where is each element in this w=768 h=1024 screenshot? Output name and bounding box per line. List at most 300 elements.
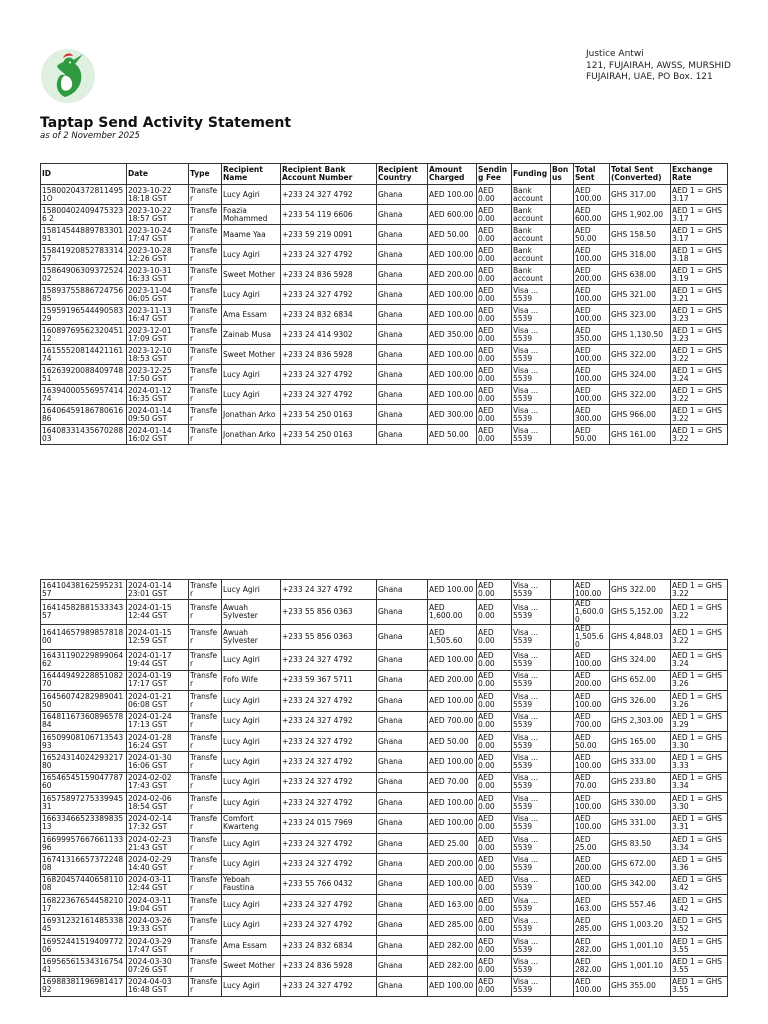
cell-id: 1640645918678061686	[41, 405, 127, 425]
cell-total-sent-converted: GHS 355.00	[610, 976, 671, 996]
cell-recipient-name: Lucy Agiri	[222, 285, 281, 305]
cell-amount-charged: AED 100.00	[428, 874, 477, 894]
cell-total-sent: AED 200.00	[574, 854, 610, 874]
cell-exchange-rate: AED 1 = GHS 3.17	[671, 225, 728, 245]
cell-funding: Visa ... 5539	[512, 935, 551, 955]
cell-recipient-name: Lucy Agiri	[222, 691, 281, 711]
cell-country: Ghana	[377, 600, 428, 625]
cell-amount-charged: AED 70.00	[428, 772, 477, 792]
cell-account-number: +233 24 327 4792	[281, 833, 377, 853]
cell-type: Transfer	[189, 895, 222, 915]
cell-total-sent: AED 100.00	[574, 385, 610, 405]
cell-bonus	[551, 731, 574, 751]
cell-amount-charged: AED 100.00	[428, 813, 477, 833]
cell-bonus	[551, 580, 574, 600]
cell-country: Ghana	[377, 895, 428, 915]
cell-funding: Visa ... 5539	[512, 285, 551, 305]
cell-bonus	[551, 772, 574, 792]
cell-sending-fee: AED 0.00	[477, 956, 512, 976]
cell-amount-charged: AED 1,505.60	[428, 625, 477, 650]
address-line: FUJAIRAH, UAE, PO Box. 121	[586, 72, 713, 82]
cell-account-number: +233 24 327 4792	[281, 285, 377, 305]
cell-account-number: +233 24 327 4792	[281, 691, 377, 711]
cell-total-sent-converted: GHS 1,902.00	[610, 205, 671, 225]
table-row	[41, 752, 728, 772]
cell-date: 2024-01-12 16:35 GST	[127, 385, 189, 405]
column-header-recipient-name: Recipient Name	[222, 164, 281, 185]
cell-funding: Visa ... 5539	[512, 405, 551, 425]
cell-total-sent-converted: GHS 2,303.00	[610, 711, 671, 731]
cell-funding: Bank account	[512, 245, 551, 265]
cell-date: 2023-10-22 18:18 GST	[127, 185, 189, 205]
cell-amount-charged: AED 25.00	[428, 833, 477, 853]
cell-total-sent-converted: GHS 323.00	[610, 305, 671, 325]
table-row	[41, 691, 728, 711]
cell-sending-fee: AED 0.00	[477, 915, 512, 935]
table-row	[41, 580, 728, 600]
cell-account-number: +233 24 327 4792	[281, 976, 377, 996]
cell-exchange-rate: AED 1 = GHS 3.26	[671, 691, 728, 711]
cell-sending-fee: AED 0.00	[477, 405, 512, 425]
cell-sending-fee: AED 0.00	[477, 874, 512, 894]
cell-total-sent: AED 100.00	[574, 305, 610, 325]
cell-total-sent-converted: GHS 322.00	[610, 385, 671, 405]
cell-funding: Visa ... 5539	[512, 345, 551, 365]
cell-amount-charged: AED 700.00	[428, 711, 477, 731]
cell-total-sent: AED 50.00	[574, 731, 610, 751]
table-row	[41, 285, 728, 305]
cell-total-sent-converted: GHS 672.00	[610, 854, 671, 874]
cell-funding: Visa ... 5539	[512, 365, 551, 385]
cell-bonus	[551, 600, 574, 625]
cell-total-sent: AED 1,600.00	[574, 600, 610, 625]
table-row	[41, 854, 728, 874]
cell-exchange-rate: AED 1 = GHS 3.42	[671, 874, 728, 894]
cell-amount-charged: AED 100.00	[428, 793, 477, 813]
cell-sending-fee: AED 0.00	[477, 731, 512, 751]
cell-exchange-rate: AED 1 = GHS 3.55	[671, 976, 728, 996]
cell-sending-fee: AED 0.00	[477, 976, 512, 996]
cell-total-sent: AED 100.00	[574, 650, 610, 670]
cell-id: 1581454488978330191	[41, 225, 127, 245]
cell-sending-fee: AED 0.00	[477, 895, 512, 915]
cell-amount-charged: AED 282.00	[428, 935, 477, 955]
cell-recipient-name: Sweet Mother	[222, 956, 281, 976]
cell-country: Ghana	[377, 956, 428, 976]
table-row	[41, 650, 728, 670]
cell-total-sent-converted: GHS 158.50	[610, 225, 671, 245]
cell-recipient-name: Lucy Agiri	[222, 650, 281, 670]
table-row	[41, 731, 728, 751]
table-row	[41, 976, 728, 996]
cell-country: Ghana	[377, 874, 428, 894]
cell-total-sent-converted: GHS 4,848.03	[610, 625, 671, 650]
table-row	[41, 325, 728, 345]
cell-account-number: +233 24 327 4792	[281, 854, 377, 874]
cell-exchange-rate: AED 1 = GHS 3.21	[671, 285, 728, 305]
cell-total-sent: AED 350.00	[574, 325, 610, 345]
cell-account-number: +233 24 327 4792	[281, 915, 377, 935]
table-row	[41, 935, 728, 955]
cell-account-number: +233 24 327 4792	[281, 772, 377, 792]
cell-id: 1640833143567028803	[41, 425, 127, 445]
cell-type: Transfer	[189, 711, 222, 731]
cell-type: Transfer	[189, 915, 222, 935]
cell-exchange-rate: AED 1 = GHS 3.29	[671, 711, 728, 731]
table-header-row	[41, 164, 728, 185]
cell-amount-charged: AED 100.00	[428, 345, 477, 365]
cell-date: 2023-12-25 17:50 GST	[127, 365, 189, 385]
cell-type: Transfer	[189, 325, 222, 345]
cell-date: 2024-01-17 19:44 GST	[127, 650, 189, 670]
cell-date: 2023-10-24 17:47 GST	[127, 225, 189, 245]
table-row	[41, 425, 728, 445]
cell-date: 2023-12-01 17:09 GST	[127, 325, 189, 345]
table-row	[41, 833, 728, 853]
cell-account-number: +233 24 327 4792	[281, 731, 377, 751]
column-header-amount-charged: Amount Charged	[428, 164, 477, 185]
cell-bonus	[551, 833, 574, 853]
cell-exchange-rate: AED 1 = GHS 3.24	[671, 365, 728, 385]
table-row	[41, 956, 728, 976]
cell-exchange-rate: AED 1 = GHS 3.22	[671, 580, 728, 600]
table-row	[41, 365, 728, 385]
cell-exchange-rate: AED 1 = GHS 3.17	[671, 185, 728, 205]
cell-sending-fee: AED 0.00	[477, 285, 512, 305]
activity-table-page-1	[40, 163, 728, 445]
cell-amount-charged: AED 285.00	[428, 915, 477, 935]
cell-total-sent-converted: GHS 1,003.20	[610, 915, 671, 935]
cell-bonus	[551, 935, 574, 955]
cell-date: 2024-02-02 17:43 GST	[127, 772, 189, 792]
cell-recipient-name: Zainab Musa	[222, 325, 281, 345]
cell-bonus	[551, 650, 574, 670]
cell-id: 1698838119698141792	[41, 976, 127, 996]
cell-exchange-rate: AED 1 = GHS 3.30	[671, 731, 728, 751]
cell-id: 1695656153431675441	[41, 956, 127, 976]
cell-total-sent: AED 700.00	[574, 711, 610, 731]
cell-recipient-name: Awuah Sylvester	[222, 625, 281, 650]
cell-country: Ghana	[377, 915, 428, 935]
table-row	[41, 345, 728, 365]
cell-id: 1584192085278331457	[41, 245, 127, 265]
cell-total-sent: AED 100.00	[574, 345, 610, 365]
cell-funding: Visa ... 5539	[512, 854, 551, 874]
cell-recipient-name: Lucy Agiri	[222, 731, 281, 751]
cell-funding: Visa ... 5539	[512, 915, 551, 935]
cell-bonus	[551, 405, 574, 425]
cell-sending-fee: AED 0.00	[477, 580, 512, 600]
cell-sending-fee: AED 0.00	[477, 772, 512, 792]
cell-type: Transfer	[189, 731, 222, 751]
cell-id: 158004024094753236 2	[41, 205, 127, 225]
cell-country: Ghana	[377, 425, 428, 445]
cell-total-sent: AED 163.00	[574, 895, 610, 915]
cell-date: 2024-01-14 23:01 GST	[127, 580, 189, 600]
cell-bonus	[551, 385, 574, 405]
cell-type: Transfer	[189, 772, 222, 792]
cell-funding: Bank account	[512, 185, 551, 205]
cell-id: 1650990810671354393	[41, 731, 127, 751]
cell-amount-charged: AED 100.00	[428, 976, 477, 996]
cell-id: 1648116736089657884	[41, 711, 127, 731]
cell-date: 2024-03-11 19:04 GST	[127, 895, 189, 915]
cell-funding: Visa ... 5539	[512, 670, 551, 690]
cell-recipient-name: Lucy Agiri	[222, 793, 281, 813]
table-row	[41, 225, 728, 245]
cell-total-sent-converted: GHS 1,001.10	[610, 935, 671, 955]
cell-recipient-name: Comfort Kwarteng	[222, 813, 281, 833]
cell-total-sent: AED 100.00	[574, 245, 610, 265]
cell-sending-fee: AED 0.00	[477, 793, 512, 813]
cell-date: 2024-03-30 07:26 GST	[127, 956, 189, 976]
cell-type: Transfer	[189, 691, 222, 711]
column-header-account-number: Recipient Bank Account Number	[281, 164, 377, 185]
table-body	[41, 185, 728, 445]
cell-id: 1663346652338983513	[41, 813, 127, 833]
cell-total-sent-converted: GHS 652.00	[610, 670, 671, 690]
cell-country: Ghana	[377, 833, 428, 853]
cell-account-number: +233 24 836 5928	[281, 265, 377, 285]
column-header-exchange-rate: Exchange Rate	[671, 164, 728, 185]
table-row	[41, 670, 728, 690]
account-holder-address	[586, 49, 731, 84]
cell-recipient-name: Sweet Mother	[222, 345, 281, 365]
cell-account-number: +233 24 832 6834	[281, 305, 377, 325]
cell-amount-charged: AED 50.00	[428, 425, 477, 445]
cell-bonus	[551, 625, 574, 650]
cell-account-number: +233 55 856 0363	[281, 625, 377, 650]
cell-date: 2024-02-29 14:40 GST	[127, 854, 189, 874]
cell-total-sent-converted: GHS 83.50	[610, 833, 671, 853]
cell-sending-fee: AED 0.00	[477, 670, 512, 690]
cell-country: Ghana	[377, 285, 428, 305]
cell-exchange-rate: AED 1 = GHS 3.34	[671, 772, 728, 792]
cell-date: 2023-10-28 12:26 GST	[127, 245, 189, 265]
cell-country: Ghana	[377, 325, 428, 345]
table-body	[41, 580, 728, 997]
cell-type: Transfer	[189, 385, 222, 405]
cell-sending-fee: AED 0.00	[477, 600, 512, 625]
cell-date: 2024-01-21 06:08 GST	[127, 691, 189, 711]
cell-country: Ghana	[377, 345, 428, 365]
cell-id: 1595919654449058329	[41, 305, 127, 325]
cell-exchange-rate: AED 1 = GHS 3.22	[671, 425, 728, 445]
cell-bonus	[551, 225, 574, 245]
cell-country: Ghana	[377, 813, 428, 833]
table-row	[41, 405, 728, 425]
cell-total-sent: AED 100.00	[574, 285, 610, 305]
cell-exchange-rate: AED 1 = GHS 3.31	[671, 813, 728, 833]
cell-id: 1669995766766113396	[41, 833, 127, 853]
cell-type: Transfer	[189, 956, 222, 976]
cell-id: 1695244151940977206	[41, 935, 127, 955]
cell-recipient-name: Foazia Mohammed	[222, 205, 281, 225]
cell-date: 2024-01-19 17:17 GST	[127, 670, 189, 690]
cell-total-sent-converted: GHS 317.00	[610, 185, 671, 205]
cell-bonus	[551, 895, 574, 915]
cell-country: Ghana	[377, 711, 428, 731]
cell-bonus	[551, 854, 574, 874]
cell-funding: Visa ... 5539	[512, 833, 551, 853]
cell-sending-fee: AED 0.00	[477, 385, 512, 405]
cell-type: Transfer	[189, 225, 222, 245]
cell-total-sent: AED 100.00	[574, 691, 610, 711]
cell-amount-charged: AED 100.00	[428, 185, 477, 205]
cell-country: Ghana	[377, 580, 428, 600]
cell-total-sent: AED 100.00	[574, 874, 610, 894]
cell-date: 2023-12-10 18:53 GST	[127, 345, 189, 365]
cell-funding: Visa ... 5539	[512, 711, 551, 731]
cell-funding: Bank account	[512, 225, 551, 245]
cell-funding: Visa ... 5539	[512, 625, 551, 650]
cell-total-sent: AED 100.00	[574, 813, 610, 833]
cell-country: Ghana	[377, 670, 428, 690]
cell-type: Transfer	[189, 285, 222, 305]
cell-total-sent-converted: GHS 5,152.00	[610, 600, 671, 625]
cell-date: 2023-11-04 06:05 GST	[127, 285, 189, 305]
cell-sending-fee: AED 0.00	[477, 225, 512, 245]
cell-type: Transfer	[189, 935, 222, 955]
column-header-funding: Funding	[512, 164, 551, 185]
cell-date: 2024-01-24 17:13 GST	[127, 711, 189, 731]
cell-sending-fee: AED 0.00	[477, 854, 512, 874]
cell-recipient-name: Lucy Agiri	[222, 833, 281, 853]
cell-sending-fee: AED 0.00	[477, 625, 512, 650]
cell-funding: Visa ... 5539	[512, 580, 551, 600]
cell-funding: Visa ... 5539	[512, 895, 551, 915]
table-row	[41, 265, 728, 285]
cell-exchange-rate: AED 1 = GHS 3.22	[671, 385, 728, 405]
cell-total-sent: AED 300.00	[574, 405, 610, 425]
cell-recipient-name: Lucy Agiri	[222, 711, 281, 731]
cell-date: 2024-04-03 16:48 GST	[127, 976, 189, 996]
cell-type: Transfer	[189, 345, 222, 365]
cell-bonus	[551, 345, 574, 365]
address-line: 121, FUJAIRAH, AWSS, MURSHID	[586, 60, 731, 71]
cell-total-sent-converted: GHS 966.00	[610, 405, 671, 425]
cell-total-sent-converted: GHS 322.00	[610, 345, 671, 365]
cell-amount-charged: AED 100.00	[428, 580, 477, 600]
cell-amount-charged: AED 300.00	[428, 405, 477, 425]
address-line: Justice Antwi	[586, 49, 644, 59]
cell-amount-charged: AED 100.00	[428, 285, 477, 305]
cell-recipient-name: Ama Essam	[222, 305, 281, 325]
cell-recipient-name: Fofo Wife	[222, 670, 281, 690]
cell-bonus	[551, 956, 574, 976]
cell-amount-charged: AED 100.00	[428, 365, 477, 385]
table-row	[41, 793, 728, 813]
cell-type: Transfer	[189, 854, 222, 874]
cell-total-sent: AED 100.00	[574, 185, 610, 205]
table-row	[41, 305, 728, 325]
cell-total-sent-converted: GHS 1,001.10	[610, 956, 671, 976]
cell-amount-charged: AED 100.00	[428, 650, 477, 670]
cell-date: 2024-01-28 16:24 GST	[127, 731, 189, 751]
cell-recipient-name: Lucy Agiri	[222, 365, 281, 385]
table-row	[41, 772, 728, 792]
cell-total-sent-converted: GHS 324.00	[610, 650, 671, 670]
bird-logo-icon	[38, 44, 98, 104]
cell-country: Ghana	[377, 205, 428, 225]
cell-total-sent-converted: GHS 165.00	[610, 731, 671, 751]
cell-type: Transfer	[189, 752, 222, 772]
cell-date: 2024-02-23 21:43 GST	[127, 833, 189, 853]
table-row	[41, 385, 728, 405]
cell-total-sent: AED 1,505.60	[574, 625, 610, 650]
cell-recipient-name: Lucy Agiri	[222, 185, 281, 205]
column-header-total-sent: Total Sent	[574, 164, 610, 185]
cell-total-sent: AED 100.00	[574, 976, 610, 996]
cell-total-sent: AED 100.00	[574, 752, 610, 772]
cell-bonus	[551, 305, 574, 325]
table-row	[41, 625, 728, 650]
cell-total-sent: AED 100.00	[574, 580, 610, 600]
cell-account-number: +233 24 414 9302	[281, 325, 377, 345]
cell-funding: Visa ... 5539	[512, 813, 551, 833]
cell-account-number: +233 59 367 5711	[281, 670, 377, 690]
cell-id: 1626392008840974851	[41, 365, 127, 385]
cell-amount-charged: AED 100.00	[428, 752, 477, 772]
table-row	[41, 185, 728, 205]
cell-type: Transfer	[189, 245, 222, 265]
cell-recipient-name: Lucy Agiri	[222, 895, 281, 915]
cell-account-number: +233 24 327 4792	[281, 245, 377, 265]
cell-exchange-rate: AED 1 = GHS 3.22	[671, 600, 728, 625]
cell-recipient-name: Lucy Agiri	[222, 915, 281, 935]
cell-type: Transfer	[189, 185, 222, 205]
cell-date: 2024-01-14 09:50 GST	[127, 405, 189, 425]
cell-total-sent: AED 200.00	[574, 670, 610, 690]
cell-id: 1674131665737224808	[41, 854, 127, 874]
cell-account-number: +233 24 327 4792	[281, 650, 377, 670]
cell-date: 2024-01-15 12:59 GST	[127, 625, 189, 650]
cell-exchange-rate: AED 1 = GHS 3.52	[671, 915, 728, 935]
cell-amount-charged: AED 100.00	[428, 305, 477, 325]
column-header-total-sent-converted: Total Sent (Converted)	[610, 164, 671, 185]
cell-id: 1615552081442116174	[41, 345, 127, 365]
cell-funding: Visa ... 5539	[512, 600, 551, 625]
cell-amount-charged: AED 100.00	[428, 691, 477, 711]
cell-sending-fee: AED 0.00	[477, 813, 512, 833]
cell-date: 2024-03-11 12:44 GST	[127, 874, 189, 894]
cell-date: 2023-11-13 16:47 GST	[127, 305, 189, 325]
cell-country: Ghana	[377, 650, 428, 670]
cell-account-number: +233 54 119 6606	[281, 205, 377, 225]
cell-total-sent: AED 282.00	[574, 956, 610, 976]
cell-funding: Visa ... 5539	[512, 385, 551, 405]
statement-title: Taptap Send Activity Statement	[40, 115, 292, 131]
cell-date: 2023-10-22 18:57 GST	[127, 205, 189, 225]
cell-total-sent-converted: GHS 161.00	[610, 425, 671, 445]
cell-country: Ghana	[377, 976, 428, 996]
cell-exchange-rate: AED 1 = GHS 3.55	[671, 935, 728, 955]
cell-country: Ghana	[377, 185, 428, 205]
cell-exchange-rate: AED 1 = GHS 3.19	[671, 265, 728, 285]
cell-account-number: +233 24 327 4792	[281, 711, 377, 731]
cell-funding: Visa ... 5539	[512, 874, 551, 894]
cell-country: Ghana	[377, 854, 428, 874]
cell-exchange-rate: AED 1 = GHS 3.22	[671, 405, 728, 425]
cell-country: Ghana	[377, 625, 428, 650]
cell-total-sent-converted: GHS 342.00	[610, 874, 671, 894]
column-header-date: Date	[127, 164, 189, 185]
cell-recipient-name: Jonathan Arko	[222, 425, 281, 445]
cell-funding: Visa ... 5539	[512, 731, 551, 751]
cell-bonus	[551, 205, 574, 225]
cell-total-sent-converted: GHS 557.46	[610, 895, 671, 915]
cell-date: 2024-03-26 19:33 GST	[127, 915, 189, 935]
